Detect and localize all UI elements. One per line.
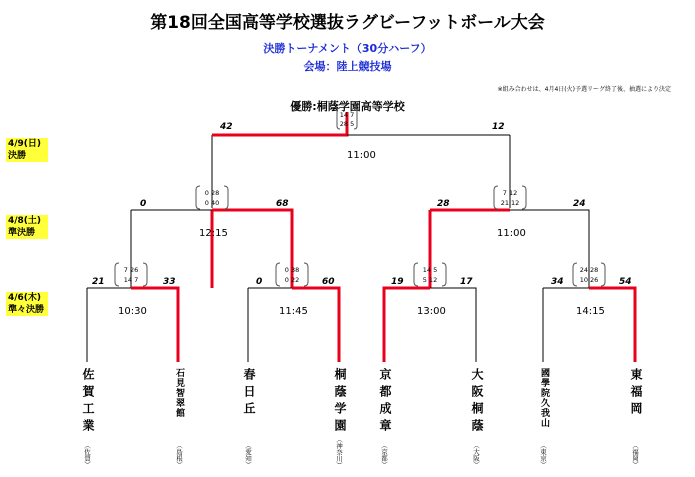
team-pref-tokyo: （東京） (539, 442, 547, 468)
semi1-left-score: 0 (140, 199, 147, 209)
qf4-first-half: 24 28 (579, 266, 599, 274)
team-saga-kogyo: 佐賀工業 (81, 368, 95, 436)
team-pref-saga: （佐賀） (83, 442, 91, 468)
final-round-name: 決勝 (6, 150, 48, 162)
team-pref-shimane: （島根） (175, 442, 183, 468)
team-pref-kanagawa: （神奈川） (335, 436, 343, 469)
qf3-winner-path (384, 288, 430, 362)
team-pref-aichi: （愛知） (244, 442, 252, 468)
team-pref-kyoto: （京都） (380, 442, 388, 468)
team-osaka-toin: 大阪桐蔭 (470, 368, 484, 436)
qf1-loser-path (87, 288, 131, 362)
team-kasugaoka: 春日丘 (242, 368, 256, 419)
qf4-loser-path (543, 288, 589, 362)
qf2-left-score: 0 (256, 277, 263, 287)
qf4-second-half: 10 26 (579, 276, 599, 284)
qf2-right-score: 60 (322, 277, 335, 287)
team-pref-fukuoka: （福岡） (631, 442, 639, 468)
final-date: 4/9(日) (6, 138, 48, 150)
qf4-brace-right (601, 263, 605, 286)
team-higashi-fukuoka: 東福岡 (629, 368, 643, 419)
semi2-left-score: 28 (437, 199, 450, 209)
qf2-brace-right (304, 263, 308, 286)
qf1-right-score: 33 (163, 277, 176, 287)
final-time: 11:00 (347, 150, 376, 161)
final-right-score: 12 (492, 122, 505, 132)
qf3-brace-right (442, 263, 446, 286)
semi1-time: 12:15 (199, 228, 228, 239)
semi1-second-half: 0 40 (204, 199, 220, 207)
qf1-second-half: 14 7 (123, 276, 139, 284)
semi-date: 4/8(土) (6, 215, 48, 227)
final-line-legs (212, 135, 510, 208)
qf4-left-score: 34 (551, 277, 564, 287)
qf4-winner-path (589, 288, 635, 362)
final-first-half: 14 7 (339, 111, 355, 119)
team-kokugakuin-kugayama: 國學院久我山 (539, 368, 549, 428)
qf3-loser-path (430, 288, 476, 362)
qf4-right-score: 54 (619, 277, 632, 287)
qf2-winner-path (292, 288, 339, 362)
qf2-first-half: 0 38 (284, 266, 300, 274)
qf4-time: 14:15 (576, 306, 605, 317)
final-second-half: 28 5 (339, 120, 355, 128)
qf3-left-score: 19 (391, 277, 404, 287)
qf3-time: 13:00 (417, 306, 446, 317)
semi2-right-score: 24 (573, 199, 586, 209)
semi1-right-score: 68 (276, 199, 289, 209)
page-title: 第18回全国高等学校選抜ラグビーフットボール大会 (150, 13, 545, 33)
qf3-second-half: 5 12 (422, 276, 438, 284)
qf1-brace-right (143, 263, 147, 286)
quarter-date: 4/6(木) (6, 292, 48, 304)
semi1-first-half: 0 28 (204, 189, 220, 197)
qf1-left-score: 21 (92, 277, 105, 287)
qf2-time: 11:45 (279, 306, 308, 317)
qf3-right-score: 17 (460, 277, 473, 287)
semi2-second-half: 21 12 (500, 199, 520, 207)
champion-label: 優勝:桐蔭学園高等学校 (290, 100, 405, 113)
quarter-round-name: 準々決勝 (6, 304, 48, 316)
semi2-first-half: 7 12 (502, 189, 518, 197)
team-iwami-chisuikan: 石見智翠館 (174, 368, 184, 418)
qf1-first-half: 7 26 (123, 266, 139, 274)
qf3-first-half: 14 5 (422, 266, 438, 274)
semi1-brace-right (224, 186, 228, 209)
final-left-score: 42 (220, 122, 233, 132)
venue: 会場：陸上競技場 (303, 60, 392, 73)
qf2-second-half: 0 22 (284, 276, 300, 284)
draw-note: ※組み合わせは、4月4日(火)予選リーグ終了後、抽選により決定 (497, 86, 671, 93)
qf2-loser-path (248, 288, 292, 362)
qf1-time: 10:30 (118, 306, 147, 317)
semi2-time: 11:00 (497, 228, 526, 239)
team-kyoto-seisho: 京都成章 (378, 368, 392, 436)
qf1-winner-path (131, 288, 178, 362)
team-toin-gakuen: 桐蔭学園 (333, 368, 347, 436)
team-pref-osaka: （大阪） (472, 442, 480, 468)
semi-round-name: 準決勝 (6, 227, 48, 239)
semi2-brace-right (522, 186, 526, 209)
tournament-format: 決勝トーナメント（30分ハーフ） (263, 42, 432, 55)
